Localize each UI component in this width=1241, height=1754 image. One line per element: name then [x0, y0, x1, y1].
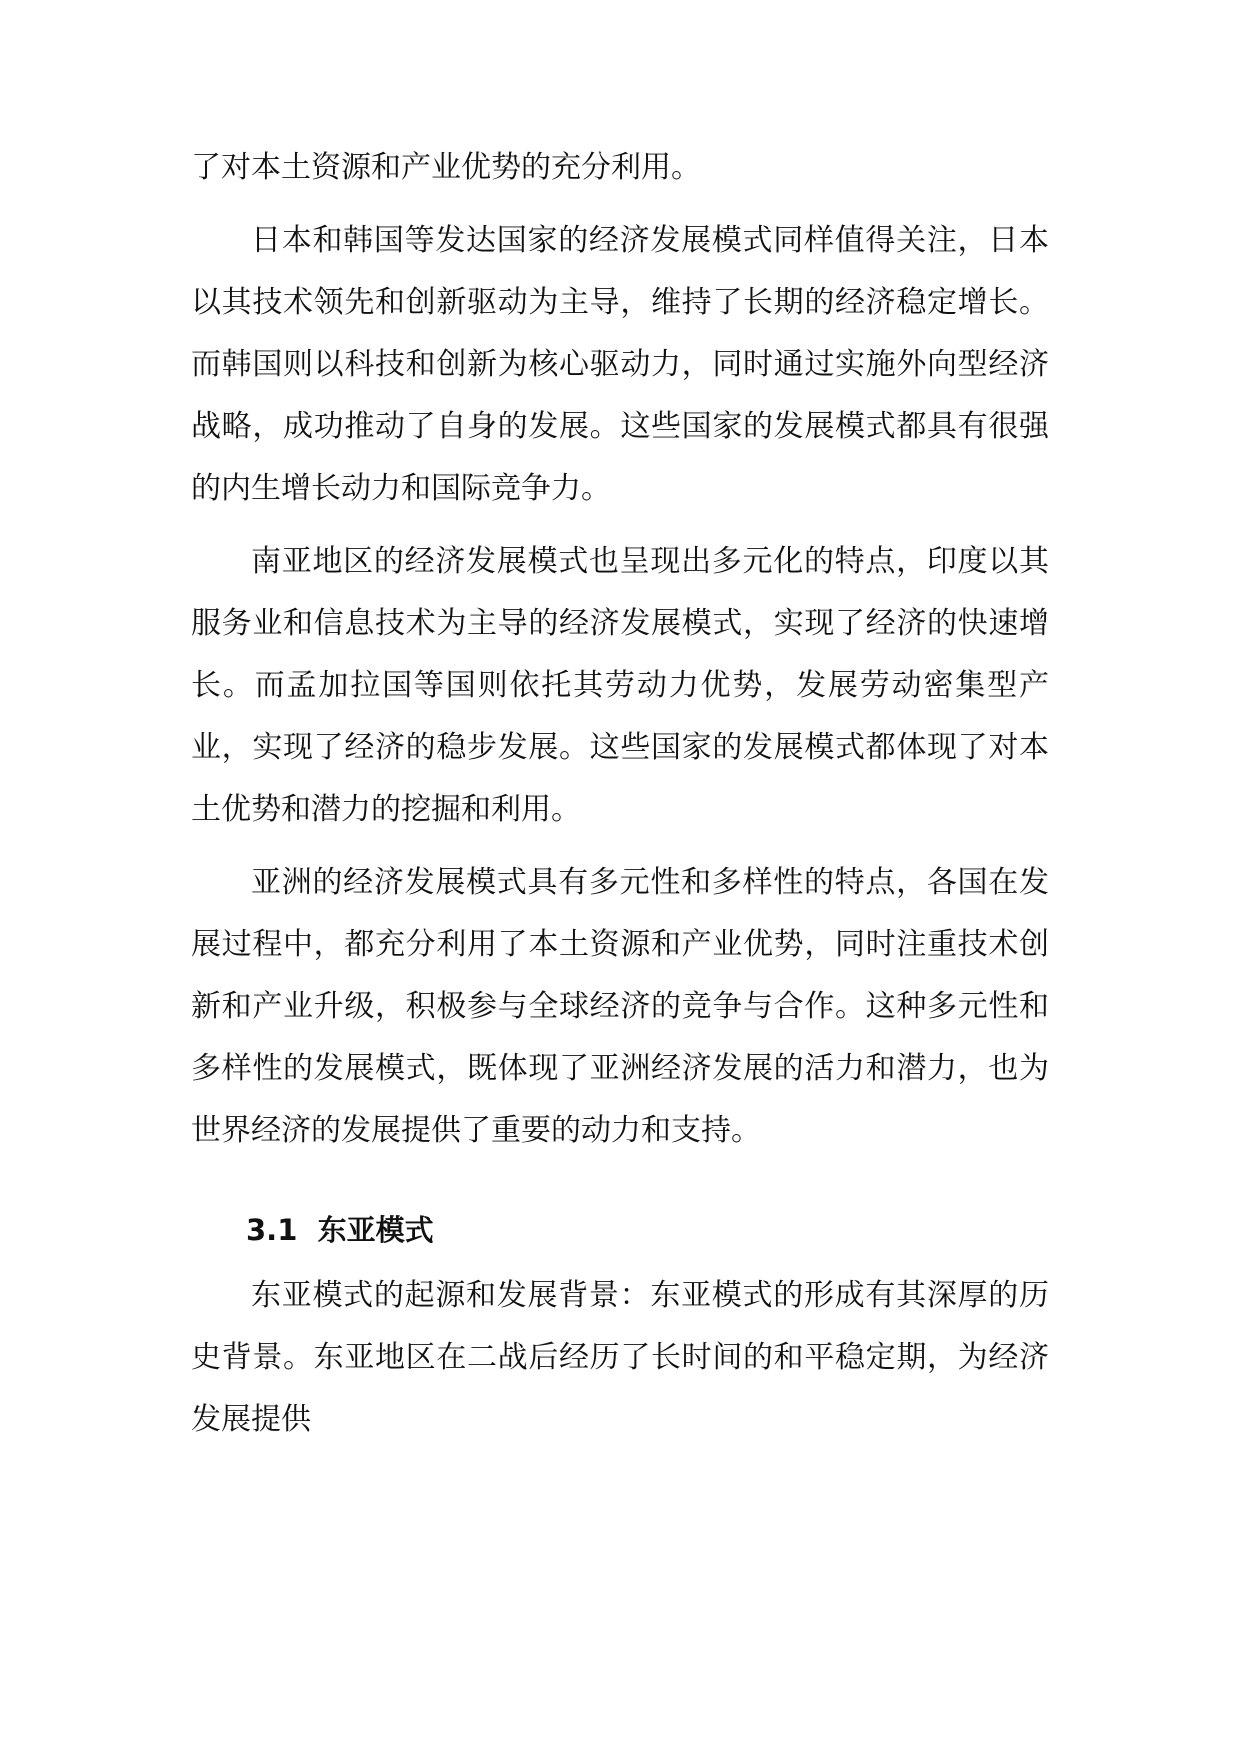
document-body [191, 137, 1049, 1462]
paragraph-south-asia: 南亚地区的经济发展模式也呈现出多元化的特点，印度以其服务业和信息技术为主导的经济发展模式，实现了经济的快速增长。而孟加拉国等国则依托其劳动力优势，发展劳动密集型产业，实现了经济的稳步发展。这些国家的发展模式都体现了对本土优势和潜力的挖掘和利用。 [191, 544, 1049, 827]
section-title: 东亚模式 [317, 1213, 434, 1247]
paragraph-east-asia-origin: 东亚模式的起源和发展背景：东亚模式的形成有其深厚的历史背景。东亚地区在二战后经历了长时间的和平稳定期，为经济发展提供 [191, 1278, 1049, 1437]
section-heading [191, 1199, 1049, 1261]
section-number: 3.1 [246, 1213, 298, 1247]
paragraph-continuation: 了对本土资源和产业优势的充分利用。 [191, 150, 701, 185]
paragraph-japan-korea: 日本和韩国等发达国家的经济发展模式同样值得关注，日本以其技术领先和创新驱动为主导，维持了长期的经济稳定增长。而韩国则以科技和创新为核心驱动力，同时通过实施外向型经济战略，成功推动了自身的发展。这些国家的发展模式都具有很强的内生增长动力和国际竞争力。 [191, 223, 1049, 506]
paragraph-asia-summary: 亚洲的经济发展模式具有多元性和多样性的特点，各国在发展过程中，都充分利用了本土资源和产业优势，同时注重技术创新和产业升级，积极参与全球经济的竞争与合作。这种多元性和多样性的发展模式，既体现了亚洲经济发展的活力和潜力，也为世界经济的发展提供了重要的动力和支持。 [191, 865, 1049, 1148]
